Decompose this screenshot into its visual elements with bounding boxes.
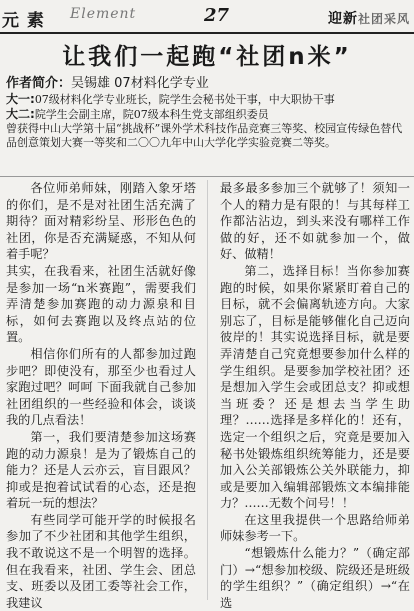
paragraph: 在这里我提供一个思路给师弟师妹参考一下。 [220, 512, 410, 544]
article-title: 让我们一起跑“社团n米” [62, 44, 352, 70]
paragraph: 第二，选择目标！当你参加赛跑的时候，如果你紧紧盯着自己的目标，就不会偏离轨迹方向。大家别忘了，目标是能够催化自己迈向彼岸的！其实说选择目标，就是要弄清楚自己究竟想要参加什么样的学生组织。是要参加学校社团？还是想加入学生会或团总支？抑或想当班委？还是想去当学生助理？……选择是多样化的！还有，选定一个组织之后，究竟是要加入秘书处锻炼组织统筹能力，还是要加入公关部锻炼公关外联能力，抑或是要加入编辑部锻炼文本编排能力？……无数个问号！！ [220, 263, 410, 511]
page-header [0, 0, 414, 34]
paragraph: 其实，在我看来，社团生活就好像是参加一场“n米赛跑”，需要我们弄清楚参加赛跑的动力源泉和目标，如何去赛跑以及终点站的位置。 [6, 263, 196, 345]
article-column-left [6, 180, 196, 611]
paragraph: “想锻炼什么能力？”（确定部门）→“想参加校级、院级还是班级的学生组织？”（确定组织）→“在选 [220, 546, 410, 610]
section-label-en: Element [70, 6, 137, 22]
column-divider [207, 180, 208, 600]
paragraph: 最多最多参加三个就够了！须知一个人的精力是有限的！与其每样工作都沾沾边，到头来没有哪样工作做的好，还不如就参加一个，做好、做精！ [220, 181, 410, 262]
paragraph: 相信你们所有的人都参加过跑步吧？即使没有，那至少也看过人家跑过吧？呵呵 下面我就自己参加社团组织的一些经验和体会，谈谈我的几点看法！ [6, 346, 196, 428]
bio-year1-text: 07级材料化学专业班长，院学生会秘书处干事，中大职协干事 [34, 93, 335, 106]
bio-rule [0, 176, 414, 177]
bio-year2-text: 院学生会副主席，院07级本科生党支部组织委员 [34, 108, 269, 121]
paragraph: 有些同学可能开学的时候报名参加了不少社团和其他学生组织，我不敢说这不是一个明智的选择。但在我看来，社团、学生会、团总支、班委以及团工委等社会工作，我建议 [6, 512, 196, 610]
bio-year2 [6, 107, 408, 122]
page-number: 27 [204, 5, 230, 26]
column-label-text: 社团采风 [357, 12, 410, 26]
bio-year2-label: 大二: [6, 107, 35, 121]
bio-name-line [6, 76, 408, 92]
section-label: 元 素 [2, 11, 45, 31]
bio-year1-label: 大一: [6, 92, 35, 106]
bio-awards: 曾获得中山大学第十届“挑战杯”课外学术科技作品竞赛三等奖、校园宣传绿色替代品创意策划大赛一等奖和二〇〇九年中山大学化学实验竞赛二等奖。 [6, 122, 403, 149]
bio-name-label: 作者简介： [6, 76, 72, 91]
bio-year1 [6, 92, 408, 107]
bio-name: 吴锡雄 07材料化学专业 [71, 76, 209, 91]
paragraph: 第一，我们要清楚参加这场赛跑的动力源泉！是为了锻炼自己的能力？还是人云亦云，盲目跟风？抑或是抱着试试看的心态，还是抱着玩一玩的想法？ [6, 429, 196, 511]
header-rule [0, 32, 414, 34]
paragraph: 各位师弟师妹，刚踏入象牙塔的你们，是不是对社团生活充满了期待？面对精彩纷呈、形形色色的社团，你是否充满疑惑，不知从何着手呢？ [6, 181, 196, 262]
column-label-bold: 迎新 [327, 11, 358, 27]
article-column-right [220, 180, 410, 611]
column-label [328, 8, 410, 28]
author-bio [6, 76, 408, 150]
